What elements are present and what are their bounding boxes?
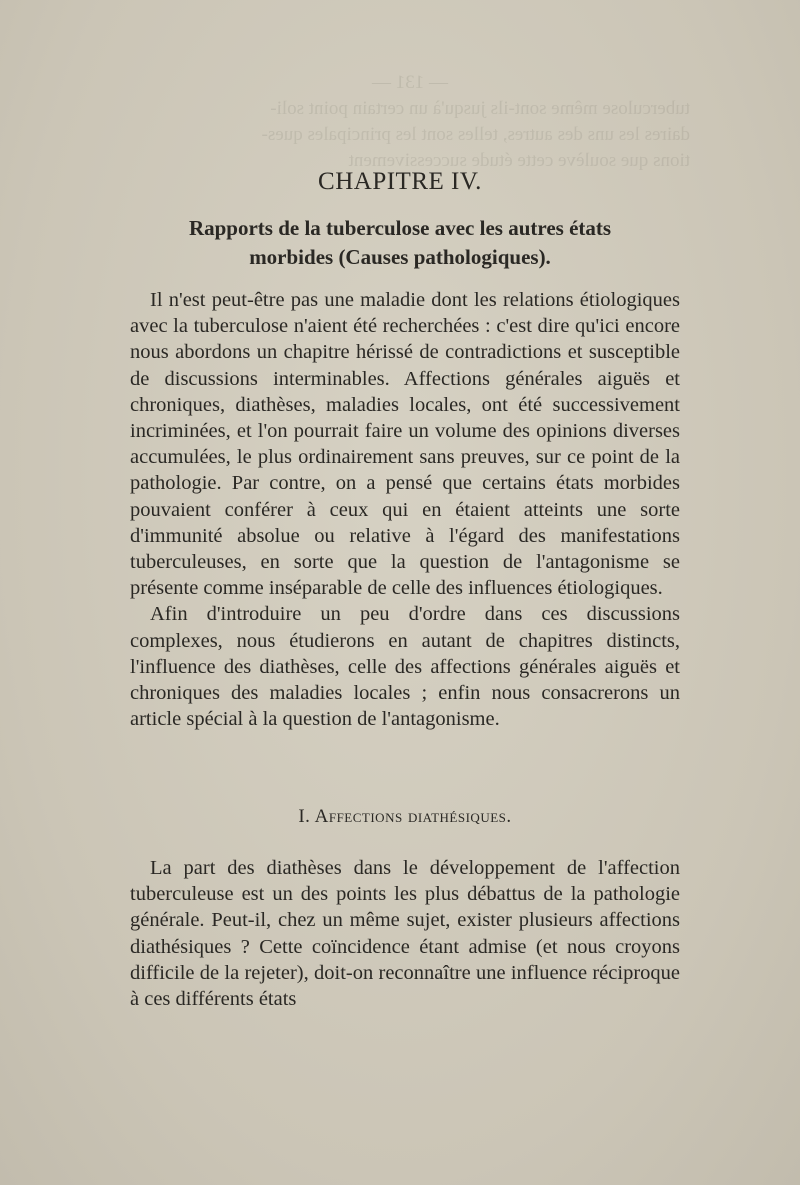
show-through-line: — 131 — xyxy=(372,72,448,93)
section-body xyxy=(130,855,680,1012)
subtitle-line-2: morbides (Causes pathologiques). xyxy=(249,245,551,269)
section-heading: I. Affections diathésiques. xyxy=(298,806,512,827)
show-through-line: tuberculose même sont-ils jusqu'à un certain point soli- xyxy=(270,98,690,119)
paragraph: Il n'est peut-être pas une maladie dont les relations étiologiques avec la tuberculose n'aient été recherchées : c'est dire qu'ici encore nous abordons un chapitre hérissé de contradictions et susceptible de discussions interminables. Affections générales aiguës et chroniques, diathèses, maladies locales, ont été successivement incriminées, et l'on pourrait faire un volume des opinions diverses accumulées, le plus ordinairement sans preuves, sur ce point de la pathologie. Par contre, on a pensé que certains états morbides pouvaient conférer à ceux qui en étaient atteints une sorte d'immunité absolue ou relative à l'égard des manifestations tuberculeuses, en sorte que la question de l'antagonisme se présente comme inséparable de celle des influences étiologiques. xyxy=(130,289,680,600)
show-through-line: tions que soulève cette étude successivement xyxy=(348,150,690,171)
chapter-intro xyxy=(130,287,680,732)
paragraph: La part des diathèses dans le développement de l'affection tuberculeuse est un des points les plus débattus de la pathologie générale. Peut-il, chez un même sujet, exister plusieurs affections diathésiques ? Cette coïncidence étant admise (et nous croyons difficile de la rejeter), doit-on reconnaître une influence réciproque à ces différents états xyxy=(130,857,680,1011)
chapter-subtitle xyxy=(130,214,670,272)
subtitle-line-1: Rapports de la tuberculose avec les autres états xyxy=(188,216,612,240)
paragraph: Afin d'introduire un peu d'ordre dans ces discussions complexes, nous étudierons en autant de chapitres distincts, l'influence des diathèses, celle des affections générales aiguës et chroniques des maladies locales ; enfin nous consacrerons un article spécial à la question de l'antagonisme. xyxy=(130,603,680,731)
show-through-line: daires les uns des autres, telles sont les principales ques- xyxy=(261,124,690,145)
chapter-title: CHAPITRE IV. xyxy=(318,168,482,195)
show-through-text xyxy=(130,70,690,174)
